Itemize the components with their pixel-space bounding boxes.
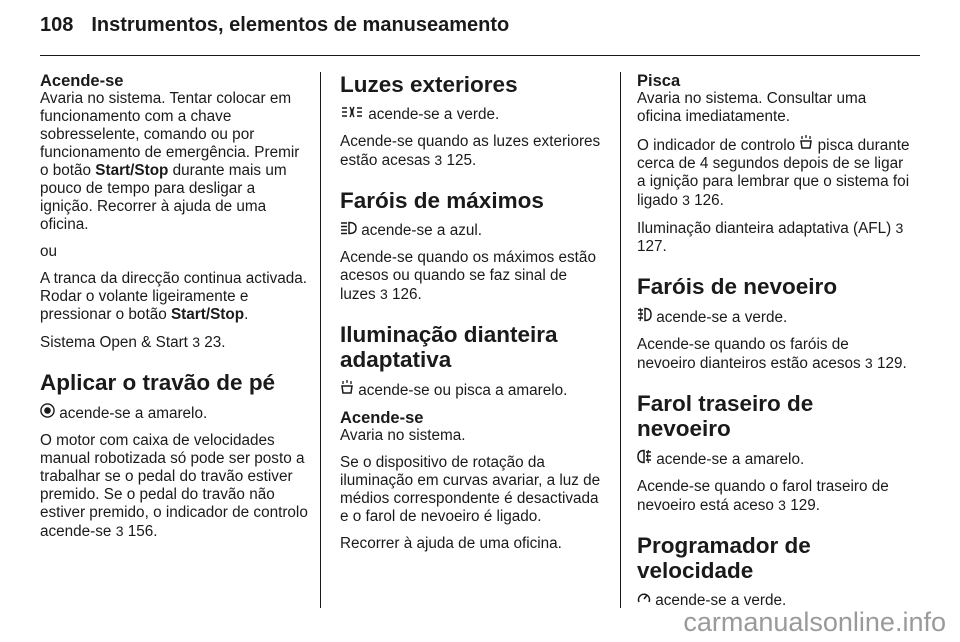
reference-arrow-icon: 3: [864, 355, 873, 371]
paragraph: acende-se a amarelo.: [637, 449, 911, 469]
section-title-luzes: Luzes exteriores: [340, 72, 518, 97]
section-title-maximos: Faróis de máximos: [340, 188, 544, 213]
adaptive-light-icon: [340, 380, 354, 399]
paragraph: Avaria no sistema.: [340, 427, 466, 444]
reference-arrow-icon: 3: [434, 152, 443, 168]
adaptive-light-icon: [799, 135, 813, 154]
high-beam-icon: [340, 221, 357, 239]
cruise-control-icon: [637, 591, 651, 609]
paragraph: O motor com caixa de velocidades manual robotizada só pode ser posto a trabalhar se o pedal do travão estiver premido. Se o pedal do travão não estiver premido, o indicador de controlo acende-se 3 156.: [40, 432, 308, 540]
watermark: carmanualsonline.info: [683, 607, 946, 637]
paragraph-ou: ou: [40, 243, 58, 260]
paragraph: A tranca da direcção continua activada. Rodar o volante ligeiramente e pressionar o botão Start/Stop.: [40, 270, 308, 323]
paragraph: Acende-se quando as luzes exteriores estão acesas 3 125.: [340, 133, 601, 169]
page-number: 108: [40, 14, 74, 36]
column-1: [40, 72, 308, 550]
reference-arrow-icon: 3: [192, 334, 200, 350]
paragraph: Acende-se quando os máximos estão acesos ou quando se faz sinal de luzes 3 126.: [340, 249, 596, 303]
paragraph: acende-se a amarelo.: [40, 403, 308, 423]
brake-pedal-icon: [40, 403, 55, 422]
reference-arrow-icon: 3: [115, 523, 124, 539]
paragraph: Avaria no sistema. Consultar uma oficina imediatamente.: [637, 90, 867, 125]
paragraph: Iluminação dianteira adaptativa (AFL) 3 127.: [637, 220, 904, 255]
section-title-iluminacao: Iluminação dianteira adaptativa: [340, 322, 558, 372]
paragraph: Acende-se quando o farol traseiro de nevoeiro está aceso 3 129.: [637, 478, 889, 514]
column-2: [340, 72, 606, 562]
header-rule: [40, 55, 920, 56]
paragraph: acende-se a verde.: [340, 105, 606, 124]
subheading-acende: Acende-se: [40, 72, 124, 90]
subheading-acende: Acende-se: [340, 409, 424, 427]
paragraph-reference: Sistema Open & Start 3 23.: [40, 334, 226, 351]
exterior-lights-icon: [340, 105, 364, 123]
reference-arrow-icon: 3: [682, 192, 690, 208]
column-3: [637, 72, 911, 619]
paragraph: O indicador de controlo pisca durante cerca de 4 segundos depois de se ligar a ignição para lembrar que o sistema foi ligado 3 126.: [637, 137, 910, 209]
paragraph: acende-se a azul.: [340, 221, 606, 240]
paragraph: Acende-se quando os faróis de nevoeiro dianteiros estão acesos 3 129.: [637, 336, 907, 372]
rear-fog-light-icon: [637, 449, 652, 468]
section-title-travao: Aplicar o travão de pé: [40, 370, 276, 395]
page-header: [40, 14, 509, 37]
paragraph: acende-se ou pisca a amarelo.: [340, 380, 606, 400]
paragraph: Recorrer à ajuda de uma oficina.: [340, 535, 562, 552]
chapter-title: Instrumentos, elementos de manuseamento: [91, 14, 510, 36]
section-title-programador: Programador de velocidade: [637, 533, 811, 583]
reference-arrow-icon: 3: [778, 497, 786, 513]
front-fog-light-icon: [637, 307, 652, 326]
column-divider: [320, 72, 321, 608]
subheading-pisca: Pisca: [637, 72, 681, 90]
column-divider: [620, 72, 621, 608]
paragraph: Se o dispositivo de rotação da iluminação em curvas avariar, a luz de médios correspondente é desactivada e o farol de nevoeiro é ligado.: [340, 454, 601, 525]
section-title-traseiro: Farol traseiro de nevoeiro: [637, 391, 814, 441]
paragraph: acende-se a verde.: [637, 307, 911, 327]
reference-arrow-icon: 3: [379, 286, 388, 302]
paragraph: Avaria no sistema. Tentar colocar em funcionamento com a chave sobresselente, comando ou por funcionamento de emergência. Premir o botão Start/Stop durante mais um pouco de tempo para desligar a ignição. Recorrer à ajuda de uma oficina.: [40, 90, 300, 233]
reference-arrow-icon: 3: [895, 220, 904, 236]
section-title-nevoeiro: Faróis de nevoeiro: [637, 274, 838, 299]
paragraph: acende-se a verde.: [637, 591, 911, 610]
